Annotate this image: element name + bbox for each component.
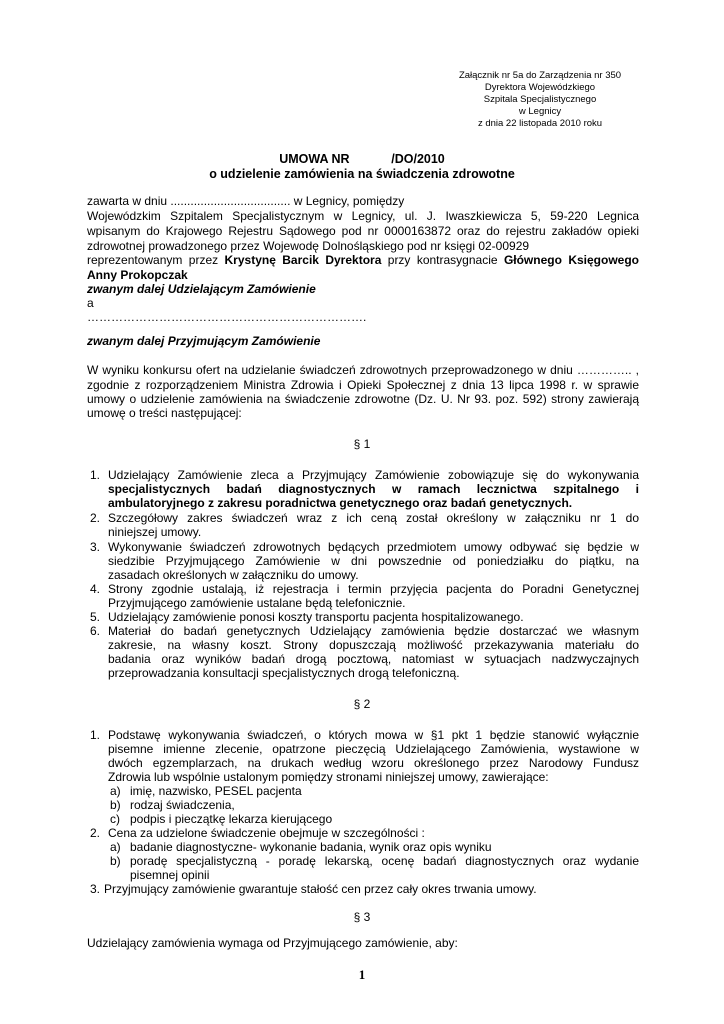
item-number: 6.: [90, 624, 101, 638]
hospital-line: zdrowotnej prowadzonego przez Wojewodę Dolnośląskiego pod nr księgi 02-00929: [87, 239, 530, 253]
contract-title: UMOWA NR /DO/2010: [279, 152, 445, 166]
sub-text: poradę specjalistyczną - poradę lekarską, ocenę badań diagnostycznych oraz wydanie: [130, 854, 639, 868]
item-number: 4.: [90, 582, 101, 596]
item-text: Szczegółowy zakres świadczeń wraz z ich ceną został określony w załączniku nr 1 do: [108, 511, 639, 525]
hospital-line: wpisanym do Krajowego Rejestru Sądowego pod nr 0000163872 oraz do rejestru zakładów opieki: [87, 224, 639, 238]
sub-item: [110, 854, 639, 869]
sub-text: rodzaj świadczenia,: [130, 798, 235, 812]
item-text: Przyjmującego zamówienie ustalane będą telefonicznie.: [108, 596, 406, 610]
sub-letter: a): [110, 840, 121, 854]
sub-item: [110, 812, 639, 827]
item-text: Strony zgodnie ustalają, iż rejestracja i termin przyjęcia pacjenta do Poradni Genetycznej: [108, 582, 639, 596]
annex-line: Dyrektora Wojewódzkiego: [484, 82, 596, 93]
intro-line: umowy o udzielenie zamówienia na świadczenie zdrowotne (Dz. U. Nr 93. poz. 592) strony zawierają: [87, 392, 639, 406]
item-text: Udzielający zamówienie ponosi koszty transportu pacjenta hospitalizowanego.: [108, 610, 524, 624]
countersign-text: przy kontrasygnacie: [381, 253, 504, 267]
item-text: Wykonywanie świadczeń zdrowotnych będących przedmiotem umowy odbywać się będzie w: [108, 540, 639, 554]
item-text: zasadach określonych w załączniku do umowy.: [108, 568, 359, 582]
item-text: niniejszej umowy.: [108, 525, 202, 539]
annex-line: Załącznik nr 5a do Zarządzenia nr 350: [458, 70, 622, 81]
sub-letter: a): [110, 784, 121, 798]
sub-item: [110, 784, 639, 799]
sub-text: badanie diagnostyczne- wykonanie badania, wynik oraz opis wyniku: [130, 840, 492, 854]
contract-subtitle: o udzielenie zamówienia na świadczenia zdrowotne: [209, 167, 515, 181]
item-number: 1.: [90, 728, 101, 742]
party-dots: …………………………………………………………….: [87, 310, 367, 324]
annex-header: [440, 70, 640, 130]
intro-line: zgodnie z rozporządzeniem Ministra Zdrowia i Opieki Społecznej z dnia 13 lipca 1998 r. w sprawie: [87, 378, 639, 392]
item-text: Materiał do badań genetycznych Udzielający zamówienia będzie dostarczać we własnym: [108, 624, 639, 638]
item-text-bold: specjalistycznych badań diagnostycznych w ramach lecznictwa szpitalnego i: [108, 482, 639, 496]
represented-prefix: reprezentowanym przez: [87, 253, 225, 267]
intro-line: umowę o treści następującej:: [87, 406, 242, 420]
section-heading: § 2: [353, 697, 371, 711]
concluded-line: zawarta w dniu .................................... w Legnicy, pomiędzy: [87, 194, 405, 208]
sub-letter: c): [110, 812, 120, 826]
director-name: Krystynę Barcik Dyrektora: [224, 253, 382, 267]
item-text: pisemne imienne zlecenie, opatrzone pieczęcią Udzielającego Zamówienia, wystawione w: [108, 742, 639, 756]
sub-text: imię, nazwisko, PESEL pacjenta: [130, 784, 302, 798]
section-heading: § 3: [353, 910, 371, 924]
section-heading: § 1: [353, 437, 371, 451]
list-item: [90, 624, 639, 639]
list-item: [90, 610, 639, 625]
list-item: [90, 882, 635, 897]
accountant-name: Anny Prokopczak: [87, 268, 188, 282]
item-number: 2.: [90, 826, 101, 840]
item-text: Podstawę wykonywania świadczeń, o których mowa w §1 pkt 1 będzie stanowić wyłącznie: [108, 728, 639, 742]
represented-line: [87, 253, 639, 268]
list-item: [90, 728, 639, 743]
hospital-line: Wojewódzkim Szpitalem Specjalistycznym w Legnicy, ul. J. Iwaszkiewicza 5, 59-220 Legnica: [87, 209, 639, 223]
list-item: [90, 582, 639, 597]
annex-line: z dnia 22 listopada 2010 roku: [477, 118, 603, 129]
ordering-party: zwanym dalej Udzielającym Zamówienie: [87, 282, 316, 296]
and-word: a: [87, 296, 94, 310]
receiving-party: zwanym dalej Przyjmującym Zamówienie: [87, 334, 321, 348]
intro-line: W wyniku konkursu ofert na udzielanie świadczeń zdrowotnych przeprowadzonego w dniu ………….. ,: [87, 363, 639, 377]
item-text: przeprowadzania konsultacji specjalistycznych drogą telefoniczną.: [108, 666, 460, 680]
item-text: Przyjmujący zamówienie gwarantuje stałość cen przez cały okres trwania umowy.: [104, 882, 537, 896]
item-text: zakresie, na własny koszt. Strony dopuszczają możliwość przekazywania materiału do: [108, 638, 639, 652]
item-text: dwóch egzemplarzach, na drukach według wzoru określonego przez Narodowy Fundusz: [108, 756, 639, 770]
annex-line: Szpitala Specjalistycznego: [483, 94, 597, 105]
list-item: [90, 468, 639, 483]
item-text: siedzibie Przyjmującego Zamówienie w dni powszednie od poniedziałku do piątku, na: [108, 554, 639, 568]
page-number: 1: [358, 967, 366, 982]
list-item: [90, 826, 639, 841]
list-item: [90, 511, 639, 526]
sub-letter: b): [110, 798, 121, 812]
list-item: [90, 540, 639, 555]
item-text-bold: ambulatoryjnego z zakresu poradnictwa genetycznego oraz badań genetycznych.: [108, 496, 573, 510]
sub-item: [110, 840, 639, 855]
item-text: Cena za udzielone świadczenie obejmuje w szczególności :: [108, 826, 425, 840]
item-text: Udzielający Zamówienie zleca a Przyjmujący Zamówienie zobowiązuje się do wykonywania: [108, 468, 639, 482]
sub-text: pisemnej opinii: [130, 868, 210, 882]
item-text: badania oraz wyników badań drogą pocztową, natomiast w sytuacjach nadzwyczajnych: [108, 652, 639, 666]
item-number: 3.: [90, 882, 101, 896]
section3-intro: Udzielający zamówienia wymaga od Przyjmującego zamówienie, aby:: [87, 936, 458, 950]
sub-letter: b): [110, 854, 121, 868]
item-text: Zdrowia lub wspólnie ustalonym pomiędzy stronami niniejszej umowy, zawierające:: [108, 770, 549, 784]
item-number: 2.: [90, 511, 101, 525]
accountant-title: Głównego Księgowego: [503, 253, 639, 267]
item-number: 1.: [90, 468, 101, 482]
item-number: 5.: [90, 610, 101, 624]
sub-item: [110, 798, 639, 813]
annex-line: w Legnicy: [518, 106, 562, 117]
sub-text: podpis i pieczątkę lekarza kierującego: [130, 812, 333, 826]
item-number: 3.: [90, 540, 101, 554]
